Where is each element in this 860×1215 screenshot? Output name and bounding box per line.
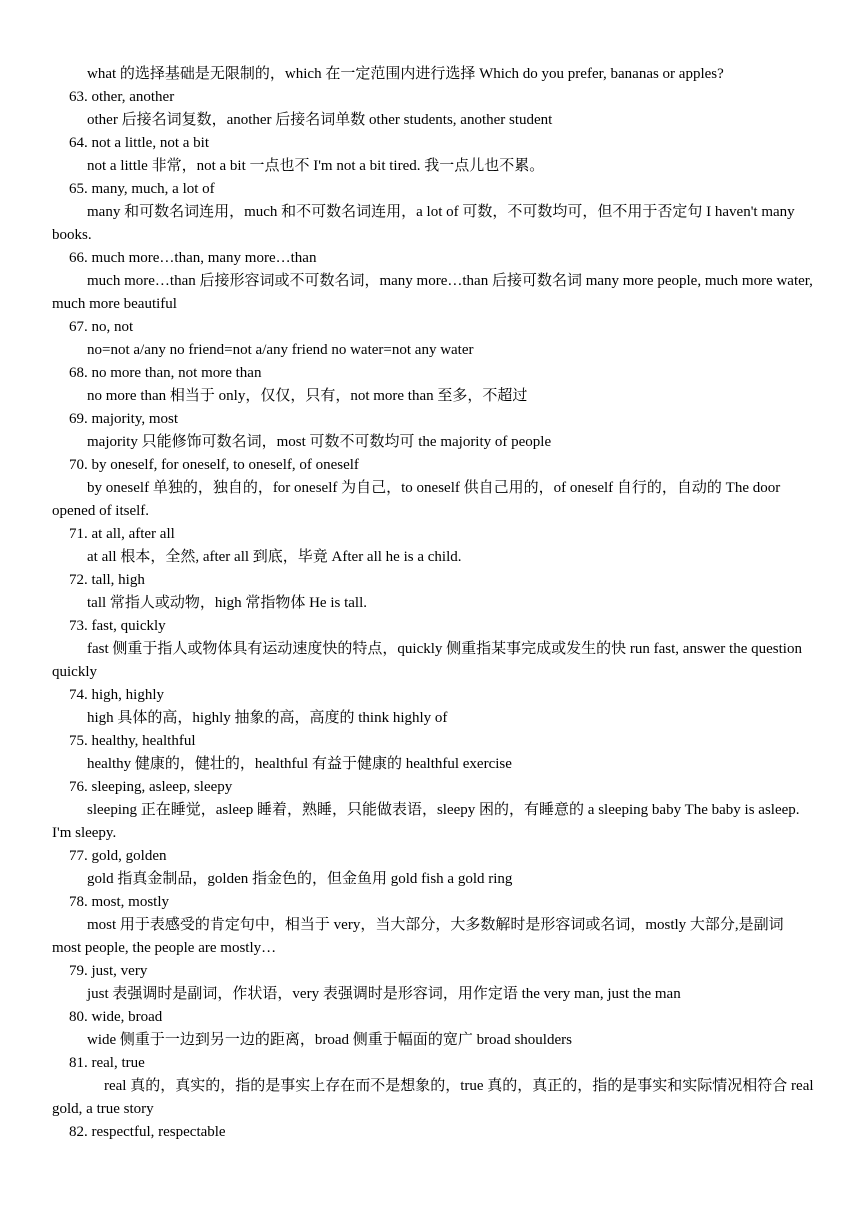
entry-80 bbox=[52, 1006, 816, 1052]
entry-term: 80. wide, broad bbox=[69, 1009, 163, 1025]
entry-explanation: not a little 非常，not a bit 一点也不 I'm not a bit tired. 我一点儿也不累。 bbox=[87, 158, 545, 174]
entry-explanation: by oneself 单独的，独自的，for oneself 为自己，to oneself 供自己用的，of oneself 自行的，自动的 The door opened of itself. bbox=[52, 480, 781, 519]
entry-explanation: wide 侧重于一边到另一边的距离，broad 侧重于幅面的宽广 broad shoulders bbox=[87, 1032, 572, 1048]
entry-explanation: no more than 相当于 only，仅仅，只有，not more than 至多，不超过 bbox=[87, 388, 528, 404]
entry-71 bbox=[52, 523, 816, 569]
entry-65 bbox=[52, 178, 816, 247]
entry-explanation: healthy 健康的，健壮的，healthful 有益于健康的 healthful exercise bbox=[87, 756, 512, 772]
entry-72 bbox=[52, 569, 816, 615]
entry-73 bbox=[52, 615, 816, 684]
entry-term: 81. real, true bbox=[69, 1055, 145, 1071]
entry-explanation: just 表强调时是副词，作状语，very 表强调时是形容词，用作定语 the very man, just the man bbox=[87, 986, 681, 1002]
entry-term: 74. high, highly bbox=[69, 687, 165, 703]
entry-term: 77. gold, golden bbox=[69, 848, 167, 864]
entry-term: 69. majority, most bbox=[69, 411, 179, 427]
entry-explanation: majority 只能修饰可数名词，most 可数不可数均可 the majority of people bbox=[87, 434, 552, 450]
entry-term: 70. by oneself, for oneself, to oneself, of oneself bbox=[69, 457, 359, 473]
entry-explanation: no=not a/any no friend=not a/any friend no water=not any water bbox=[87, 342, 474, 358]
entry-term: 76. sleeping, asleep, sleepy bbox=[69, 779, 233, 795]
entry-explanation: at all 根本，全然, after all 到底，毕竟 After all he is a child. bbox=[87, 549, 462, 565]
entry-66 bbox=[52, 247, 816, 316]
entry-term: 75. healthy, healthful bbox=[69, 733, 196, 749]
entry-term: 78. most, mostly bbox=[69, 894, 170, 910]
entry-term: 82. respectful, respectable bbox=[69, 1124, 226, 1140]
entry-67 bbox=[52, 316, 816, 362]
entry-63 bbox=[52, 86, 816, 132]
entry-term: 65. many, much, a lot of bbox=[69, 181, 215, 197]
entry-term: 64. not a little, not a bit bbox=[69, 135, 209, 151]
entry-term: 68. no more than, not more than bbox=[69, 365, 262, 381]
entry-75 bbox=[52, 730, 816, 776]
entry-term: 63. other, another bbox=[69, 89, 175, 105]
entry-82 bbox=[52, 1121, 816, 1144]
entry-explanation: other 后接名词复数，another 后接名词单数 other students, another student bbox=[87, 112, 553, 128]
entry-81 bbox=[52, 1052, 816, 1121]
entry-term: 71. at all, after all bbox=[69, 526, 175, 542]
entry-explanation: fast 侧重于指人或物体具有运动速度快的特点，quickly 侧重指某事完成或发生的快 run fast, answer the question quickly bbox=[52, 641, 802, 680]
entry-74 bbox=[52, 684, 816, 730]
entry-79 bbox=[52, 960, 816, 1006]
entry-explanation: sleeping 正在睡觉，asleep 睡着，熟睡，只能做表语，sleepy 困的，有睡意的 a sleeping baby The baby is asleep. I'm sleepy. bbox=[52, 802, 800, 841]
entry-78 bbox=[52, 891, 816, 960]
entry-term: 72. tall, high bbox=[69, 572, 145, 588]
entry-explanation: most 用于表感受的肯定句中，相当于 very，当大部分，大多数解时是形容词或名词，mostly 大部分,是副词 most people, the people are mostly… bbox=[52, 917, 784, 956]
entry-68 bbox=[52, 362, 816, 408]
entry-term: 79. just, very bbox=[69, 963, 148, 979]
entry-explanation: real 真的，真实的，指的是事实上存在而不是想象的，true 真的，真正的，指的是事实和实际情况相符合 real gold, a true story bbox=[52, 1078, 814, 1117]
entry-76 bbox=[52, 776, 816, 845]
entry-77 bbox=[52, 845, 816, 891]
entry-explanation: high 具体的高，highly 抽象的高，高度的 think highly of bbox=[87, 710, 448, 726]
entry-explanation: many 和可数名词连用，much 和不可数名词连用，a lot of 可数，不可数均可，但不用于否定句 I haven't many books. bbox=[52, 204, 795, 243]
entry-term: 67. no, not bbox=[69, 319, 134, 335]
intro-paragraph: what 的选择基础是无限制的，which 在一定范围内进行选择 Which do you prefer, bananas or apples? bbox=[87, 66, 724, 82]
entry-70 bbox=[52, 454, 816, 523]
entry-explanation: tall 常指人或动物，high 常指物体 He is tall. bbox=[87, 595, 367, 611]
entry-term: 73. fast, quickly bbox=[69, 618, 166, 634]
entry-term: 66. much more…than, many more…than bbox=[69, 250, 317, 266]
entry-explanation: gold 指真金制品，golden 指金色的，但金鱼用 gold fish a gold ring bbox=[87, 871, 513, 887]
entry-explanation: much more…than 后接形容词或不可数名词，many more…than 后接可数名词 many more people, much more water, much more beautiful bbox=[52, 273, 813, 312]
entry-64 bbox=[52, 132, 816, 178]
entry-69 bbox=[52, 408, 816, 454]
